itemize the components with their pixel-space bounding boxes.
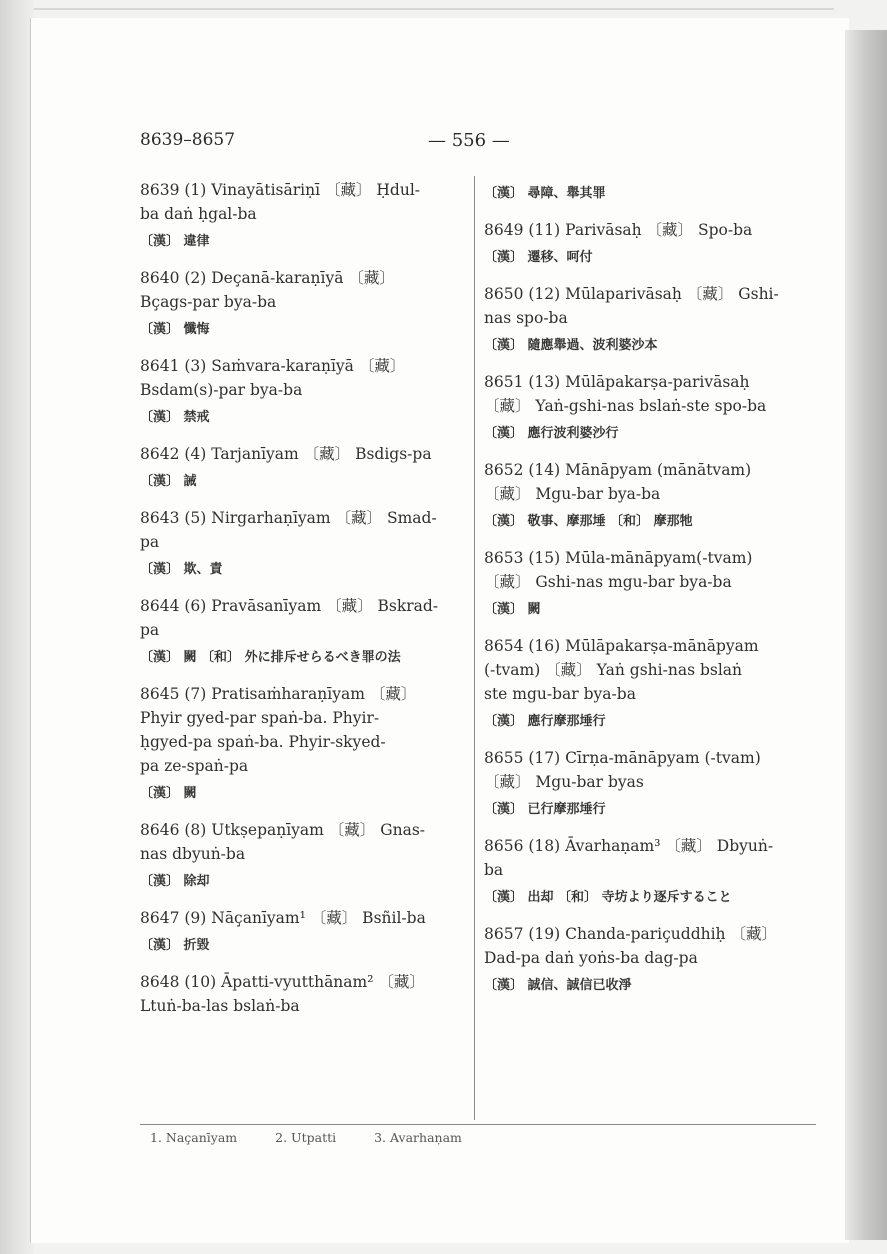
chinese-equivalent: 〔漢〕 闕 〔和〕 外に排斥せらるべき罪の法 (140, 650, 401, 665)
entry-line: nas dbyuṅ-ba (140, 845, 246, 863)
entry-line: 8639 (1) Vinayātisāriṇī 〔藏〕 Ḥdul- (140, 181, 421, 199)
entry-line: 8641 (3) Saṁvara-karaṇīyā 〔藏〕 (140, 357, 406, 375)
dictionary-entry (140, 970, 470, 1018)
entry-line: 8653 (15) Mūla-mānāpyam(-tvam) (484, 549, 753, 567)
dictionary-entry (140, 906, 470, 958)
chinese-equivalent: 〔漢〕 誡 (140, 474, 197, 489)
dictionary-entry (484, 182, 814, 206)
entry-line: 〔藏〕 Yaṅ-gshi-nas bslaṅ-ste spo-ba (484, 397, 767, 415)
entry-line: 8646 (8) Utkṣepaṇīyam 〔藏〕 Gnas- (140, 821, 426, 839)
column-divider (474, 176, 475, 1120)
footnote-1: 1. Naçanīyam (150, 1130, 238, 1145)
dictionary-entry (140, 818, 470, 894)
dictionary-entry (484, 834, 814, 910)
entry-line: 8640 (2) Deçanā-karaṇīyā 〔藏〕 (140, 269, 395, 287)
footnote-rule (140, 1124, 816, 1125)
dictionary-entry (484, 746, 814, 822)
entry-line: (-tvam) 〔藏〕 Yaṅ gshi-nas bslaṅ (484, 661, 743, 679)
page-number: — 556 — (428, 130, 510, 151)
entry-line: pa (140, 533, 160, 551)
dictionary-entry (484, 546, 814, 622)
footnotes (150, 1130, 496, 1145)
entry-line: 8657 (19) Chanda-pariçuddhiḥ 〔藏〕 (484, 925, 777, 943)
chinese-equivalent: 〔漢〕 禁戒 (140, 410, 210, 425)
entry-line: ba daṅ ḥgal-ba (140, 205, 257, 223)
entry-line: pa (140, 621, 160, 639)
entry-line: Phyir gyed-par spaṅ-ba. Phyir- (140, 709, 380, 727)
entry-line: 8652 (14) Mānāpyam (mānātvam) (484, 461, 752, 479)
chinese-equivalent: 〔漢〕 闕 (484, 602, 541, 617)
entry-line: 8650 (12) Mūlaparivāsaḥ 〔藏〕 Gshi- (484, 285, 779, 303)
dictionary-entry (140, 354, 470, 430)
dictionary-entry (484, 634, 814, 734)
entry-line: pa ze-spaṅ-pa (140, 757, 249, 775)
chinese-equivalent: 〔漢〕 除却 (140, 874, 210, 889)
entry-line: 8642 (4) Tarjanīyam 〔藏〕 Bsdigs-pa (140, 445, 432, 463)
left-column (140, 178, 470, 1030)
entry-line: Bçags-par bya-ba (140, 293, 277, 311)
footnote-3: 3. Avarhaṇam (374, 1130, 462, 1145)
dictionary-entry (484, 282, 814, 358)
dictionary-entry (140, 594, 470, 670)
entry-line: ḥgyed-pa spaṅ-ba. Phyir-skyed- (140, 733, 386, 751)
chinese-equivalent: 〔漢〕 懺悔 (140, 322, 210, 337)
entry-line: 8648 (10) Āpatti-vyutthānam² 〔藏〕 (140, 973, 425, 991)
chinese-equivalent: 〔漢〕 應行波利婆沙行 (484, 426, 619, 441)
scan-top-edge (34, 8, 834, 10)
chinese-equivalent: 〔漢〕 違律 (140, 234, 210, 249)
dictionary-entry (484, 922, 814, 998)
chinese-equivalent: 〔漢〕 闕 (140, 786, 197, 801)
dictionary-entry (484, 370, 814, 446)
entry-line: 〔藏〕 Mgu-bar byas (484, 773, 644, 791)
dictionary-entry (140, 266, 470, 342)
dictionary-entry (140, 682, 470, 806)
dictionary-entry (484, 458, 814, 534)
entry-range-header: 8639–8657 (140, 130, 236, 150)
chinese-equivalent: 〔漢〕 已行摩那埵行 (484, 802, 606, 817)
entry-line: 8649 (11) Parivāsaḥ 〔藏〕 Spo-ba (484, 221, 753, 239)
entry-line: 8644 (6) Pravāsanīyam 〔藏〕 Bskrad- (140, 597, 439, 615)
entry-line: 〔藏〕 Mgu-bar bya-ba (484, 485, 661, 503)
entry-line: 8656 (18) Āvarhaṇam³ 〔藏〕 Dbyuṅ- (484, 837, 774, 855)
chinese-equivalent: 〔漢〕 誠信、誠信已收淨 (484, 978, 632, 993)
chinese-equivalent: 〔漢〕 敬事、摩那埵 〔和〕 摩那牠 (484, 514, 693, 529)
entry-line: 8654 (16) Mūlāpakarṣa-mānāpyam (484, 637, 759, 655)
footnote-2: 2. Utpatti (275, 1130, 337, 1145)
entry-line: Bsdam(s)-par bya-ba (140, 381, 303, 399)
entry-line: Dad-pa daṅ yoṅs-ba dag-pa (484, 949, 698, 967)
chinese-equivalent: 〔漢〕 折毀 (140, 938, 210, 953)
right-column (484, 178, 814, 1010)
scan-right-edge-shadow (845, 30, 887, 1240)
entry-line: 8655 (17) Cīrṇa-mānāpyam (-tvam) (484, 749, 761, 767)
dictionary-entry (140, 506, 470, 582)
chinese-equivalent: 〔漢〕 出却 〔和〕 寺坊より逐斥すること (484, 890, 732, 905)
dictionary-entry (140, 178, 470, 254)
entry-line: ste mgu-bar bya-ba (484, 685, 636, 703)
chinese-equivalent: 〔漢〕 遷移、呵付 (484, 250, 593, 265)
chinese-equivalent: 〔漢〕 隨應舉過、波利婆沙本 (484, 338, 658, 353)
chinese-equivalent: 〔漢〕 欺、責 (140, 562, 223, 577)
entry-line: Ltuṅ-ba-las bslaṅ-ba (140, 997, 300, 1015)
dictionary-entry (140, 442, 470, 494)
dictionary-entry (484, 218, 814, 270)
chinese-equivalent: 〔漢〕 應行摩那埵行 (484, 714, 606, 729)
entry-line: 〔藏〕 Gshi-nas mgu-bar bya-ba (484, 573, 732, 591)
entry-line: nas spo-ba (484, 309, 568, 327)
entry-line: 8645 (7) Pratisaṁharaṇīyam 〔藏〕 (140, 685, 417, 703)
entry-line: 8651 (13) Mūlāpakarṣa-parivāsaḥ (484, 373, 750, 391)
entry-line: ba (484, 861, 504, 879)
entry-line: 8643 (5) Nirgarhaṇīyam 〔藏〕 Smad- (140, 509, 437, 527)
entry-line: 8647 (9) Nāçanīyam¹ 〔藏〕 Bsñil-ba (140, 909, 426, 927)
scan-left-edge (0, 0, 34, 1254)
chinese-equivalent: 〔漢〕 尋障、舉其罪 (484, 186, 606, 201)
